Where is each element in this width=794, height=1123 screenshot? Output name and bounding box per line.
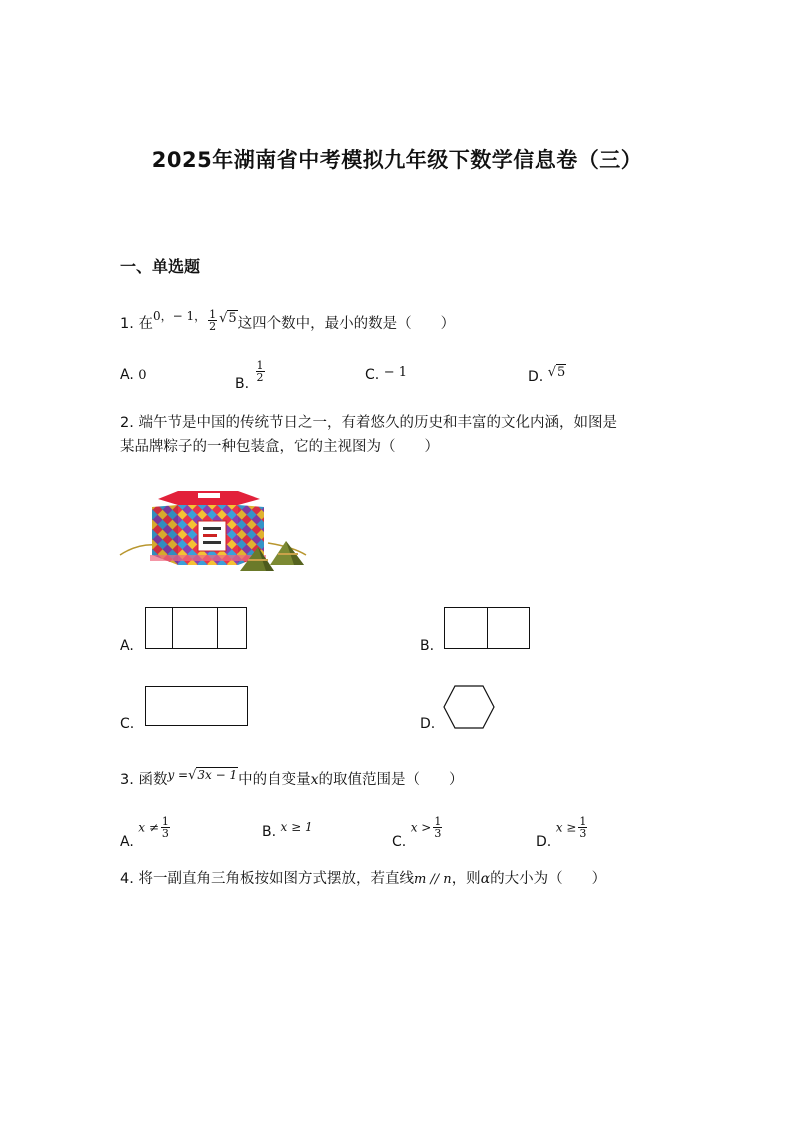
q1-option-d-val: 5 [556,365,566,380]
question-2-line-1: 2. 端午节是中国的传统节日之一，有着悠久的历史和丰富的文化内涵，如图是 [120,415,617,431]
q3-function-radicand: 3x − 1 [197,768,238,782]
q3-option-c-lhs: x > [410,820,432,835]
q1-option-d-label: D. [528,369,544,385]
q3-option-c-num: 1 [434,815,442,828]
q2-option-d-label[interactable]: D. [420,716,436,732]
q1-numbers: 0，− 1， [152,309,207,323]
q3-option-b[interactable] [262,822,313,838]
q1-option-c[interactable] [365,367,407,383]
q2-option-a-label[interactable]: A. [120,638,134,654]
q3-variable: x [310,772,319,788]
q2-option-a-divider-2 [217,608,218,648]
q1-option-c-value: − 1 [383,365,407,380]
q2-option-c-label[interactable]: C. [120,716,135,732]
q3-option-a-fraction [161,816,170,839]
q2-option-a-divider-1 [172,608,173,648]
question-4 [120,867,606,892]
q2-option-c-figure [145,686,248,726]
q3-option-a-lhs: x ≠ [138,820,159,835]
q1-option-b-num: 1 [256,359,264,372]
q3-option-c-fraction [433,816,442,839]
q3-option-b-value: x ≥ 1 [280,820,313,834]
q3-option-d-fraction [578,816,587,839]
q4-alpha: α [480,871,491,887]
q3-option-c-den: 3 [434,827,442,840]
q3-option-a-label: A. [120,833,134,850]
q1-option-b-label: B. [235,375,250,392]
q4-suffix: 的大小为（ ） [490,871,607,887]
q3-option-d-label: D. [536,833,552,850]
q3-option-c[interactable] [392,815,444,850]
q3-suffix: 的取值范围是（ ） [318,772,464,788]
q3-function-sqrt: √3x − 1 [188,768,238,783]
q1-sqrt-val: 5 [228,311,237,326]
q3-option-a-den: 3 [161,827,169,840]
q3-function-lhs: y = [167,768,189,782]
section-heading: 一、单选题 [120,257,201,276]
q2-option-b-divider [487,608,488,648]
q1-prefix: 1. 在 [120,316,153,332]
q3-prefix: 3. 函数 [120,772,168,788]
q3-option-c-label: C. [392,833,407,850]
q3-option-d-num: 1 [579,815,587,828]
q1-frac-num: 1 [209,307,217,321]
q3-option-d-lhs: x ≥ [555,820,577,835]
zongzi-box-image [118,485,310,580]
q1-option-a[interactable] [120,367,147,383]
q4-expression: m // n [413,872,452,887]
q2-option-d-hexagon [442,684,496,730]
q1-option-a-value: 0 [138,368,147,383]
q2-option-b-label[interactable]: B. [420,638,435,654]
q3-option-d[interactable] [536,815,589,850]
q1-frac-den: 2 [209,319,217,333]
q3-option-d-den: 3 [579,827,587,840]
question-1 [120,307,456,337]
q1-suffix: 这四个数中，最小的数是（ ） [237,316,456,332]
question-3 [120,768,464,793]
q1-sqrt: √5 [219,311,237,326]
q1-option-b-fraction [256,360,265,383]
q2-option-b-figure [444,607,530,649]
q1-option-b[interactable] [235,359,267,392]
q1-option-a-label: A. [120,367,134,383]
question-2-line-2: 某品牌粽子的一种包装盒，它的主视图为（ ） [120,439,439,455]
q2-option-a-figure [145,607,247,649]
q3-option-b-label: B. [262,824,277,840]
q3-option-a[interactable] [120,815,172,850]
page-title: 2025年湖南省中考模拟九年级下数学信息卷（三） [151,148,643,172]
q1-option-b-den: 2 [256,371,264,384]
q1-fraction [208,309,217,332]
q4-prefix: 4. 将一副直角三角板按如图方式摆放，若直线 [120,871,414,887]
q1-option-d-sqrt: √5 [547,365,566,380]
q3-option-a-num: 1 [161,815,169,828]
q1-option-c-label: C. [365,367,380,383]
q4-mid: ，则 [451,871,481,887]
q3-mid: 中的自变量 [238,772,311,788]
q1-option-d[interactable] [528,364,566,385]
